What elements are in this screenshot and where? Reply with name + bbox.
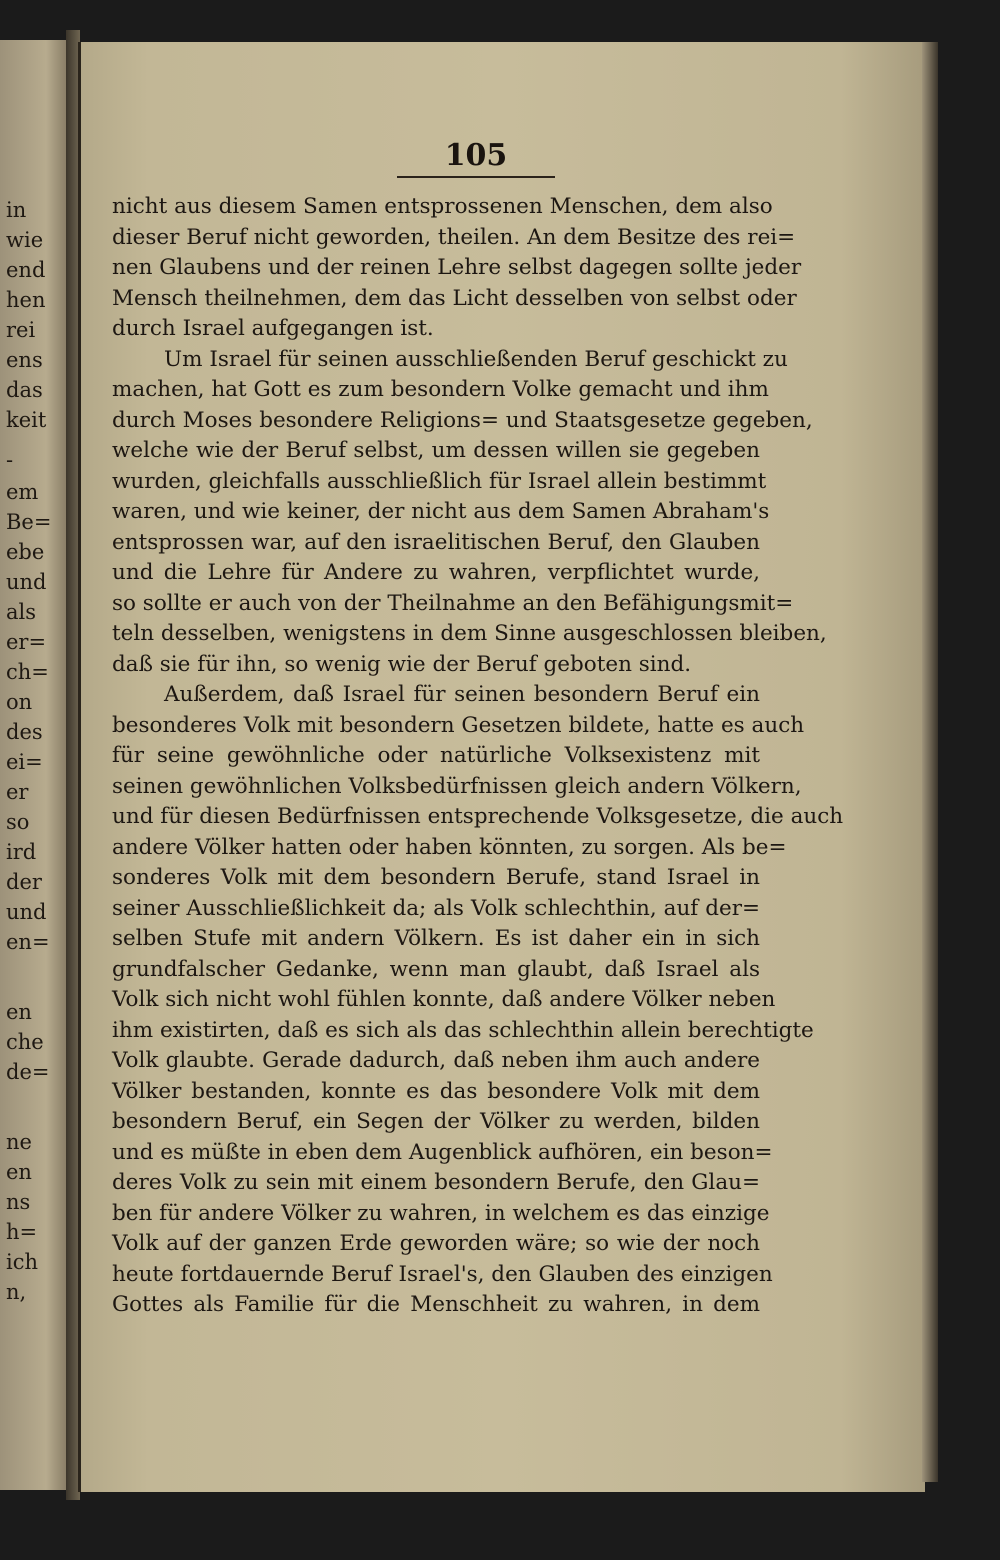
- text-line: Volk auf der ganzen Erde geworden wäre; so wie der noch: [112, 1231, 760, 1256]
- text-line: und für diesen Bedürfnissen entsprechende Volksgesetze, die auch: [112, 804, 844, 829]
- prev-page-fragment: ne: [6, 1130, 32, 1154]
- prev-page-fragment: ens: [6, 348, 43, 372]
- prev-page-fragment: n,: [6, 1280, 27, 1304]
- text-line: entsprossen war, auf den israelitischen Beruf, den Glauben: [112, 529, 760, 555]
- page-number: 105: [444, 138, 508, 173]
- text-line: teln desselben, wenigstens in dem Sinne ausgeschlossen bleiben,: [112, 621, 827, 646]
- text-line: nen Glaubens und der reinen Lehre selbst dagegen sollte jeder: [112, 255, 802, 280]
- prev-page-fragment: en=: [6, 930, 50, 954]
- prev-page-fragment: und: [6, 900, 47, 924]
- prev-page-fragment: das: [6, 378, 43, 402]
- prev-page-fragment: h=: [6, 1220, 38, 1244]
- text-line: machen, hat Gott es zum besondern Volke gemacht und ihm: [112, 377, 769, 402]
- prev-page-fragment: ebe: [6, 540, 45, 564]
- text-line: heute fortdauernde Beruf Israel's, den Glauben des einzigen: [112, 1261, 773, 1287]
- prev-page-fragment: ird: [6, 840, 37, 864]
- text-line: durch Moses besondere Religions= und Staatsgesetze gegeben,: [112, 407, 813, 433]
- prev-page-fragment: ei=: [6, 750, 43, 774]
- prev-page-fragment: ich: [6, 1250, 39, 1274]
- text-line: grundfalscher Gedanke, wenn man glaubt, daß Israel als: [112, 956, 760, 982]
- text-line: daß sie für ihn, so wenig wie der Beruf geboten sind.: [112, 651, 692, 677]
- text-line: und es müßte in eben dem Augenblick aufhören, ein beson=: [112, 1139, 773, 1165]
- prev-page-fragment: en: [6, 1160, 32, 1184]
- text-line: nicht aus diesem Samen entsprossenen Menschen, dem also: [112, 194, 773, 219]
- text-line: welche wie der Beruf selbst, um dessen willen sie gegeben: [112, 438, 760, 463]
- book-page: [78, 42, 925, 1492]
- prev-page-fragment: ch=: [6, 660, 49, 684]
- prev-page-fragment: end: [6, 258, 46, 282]
- text-line: deres Volk zu sein mit einem besondern Berufe, den Glau=: [112, 1170, 760, 1195]
- page-fore-edge: [922, 42, 938, 1482]
- prev-page-fragment: er=: [6, 630, 47, 654]
- text-line: und die Lehre für Andere zu wahren, verpflichtet wurde,: [112, 560, 760, 585]
- body-text: [112, 192, 844, 1321]
- text-line: Mensch theilnehmen, dem das Licht desselben von selbst oder: [112, 285, 797, 311]
- prev-page-fragment: en: [6, 1000, 32, 1024]
- prev-page-fragment: -: [6, 448, 14, 472]
- prev-page-fragment: der: [6, 870, 42, 894]
- prev-page-fragment: und: [6, 570, 47, 594]
- text-line: so sollte er auch von der Theilnahme an den Befähigungsmit=: [112, 590, 794, 616]
- prev-page-fragment: wie: [6, 228, 44, 252]
- prev-page-fragment: che: [6, 1030, 44, 1054]
- text-line: ihm existirten, daß es sich als das schlechthin allein berechtigte: [112, 1017, 814, 1043]
- prev-page-fragment: rei: [6, 318, 36, 342]
- text-line: dieser Beruf nicht geworden, theilen. An dem Besitze des rei=: [112, 224, 796, 250]
- text-line: seinen gewöhnlichen Volksbedürfnissen gleich andern Völkern,: [112, 773, 802, 799]
- text-line: Außerdem, daß Israel für seinen besondern Beruf ein: [164, 682, 760, 707]
- text-line: waren, und wie keiner, der nicht aus dem Samen Abraham's: [112, 499, 770, 524]
- text-line: selben Stufe mit andern Völkern. Es ist daher ein in sich: [112, 926, 760, 951]
- prev-page-fragment: hen: [6, 288, 46, 312]
- prev-page-fragment: em: [6, 480, 39, 504]
- prev-page-fragment: er: [6, 780, 29, 804]
- prev-page-fragment: on: [6, 690, 33, 714]
- text-line: Völker bestanden, konnte es das besondere Volk mit dem: [112, 1078, 760, 1104]
- prev-page-fragment: de=: [6, 1060, 50, 1084]
- text-line: Gottes als Familie für die Menschheit zu wahren, in dem: [112, 1292, 760, 1317]
- text-line: Volk sich nicht wohl fühlen konnte, daß andere Völker neben: [112, 987, 776, 1012]
- header-rule: [397, 176, 555, 178]
- prev-page-fragment: des: [6, 720, 43, 744]
- text-line: durch Israel aufgegangen ist.: [112, 316, 434, 341]
- prev-page-fragment: so: [6, 810, 30, 834]
- prev-page-fragment: ns: [6, 1190, 31, 1214]
- prev-page-fragment: keit: [6, 408, 47, 432]
- prev-page-fragment: in: [6, 198, 27, 222]
- text-line: wurden, gleichfalls ausschließlich für Israel allein bestimmt: [112, 468, 767, 494]
- prev-page-fragment: Be=: [6, 510, 52, 534]
- text-line: andere Völker hatten oder haben könnten, zu sorgen. Als be=: [112, 834, 787, 860]
- text-line: Volk glaubte. Gerade dadurch, daß neben ihm auch andere: [112, 1048, 760, 1073]
- text-line: besonderes Volk mit besondern Gesetzen bildete, hatte es auch: [112, 712, 805, 738]
- prev-page-fragment: als: [6, 600, 37, 624]
- text-line: Um Israel für seinen ausschließenden Beruf geschickt zu: [164, 346, 788, 372]
- text-line: sonderes Volk mit dem besondern Berufe, stand Israel in: [112, 865, 760, 890]
- text-line: besondern Beruf, ein Segen der Völker zu werden, bilden: [112, 1109, 760, 1134]
- previous-page-edge: [0, 40, 66, 1490]
- text-line: für seine gewöhnliche oder natürliche Volksexistenz mit: [112, 743, 760, 768]
- text-line: ben für andere Völker zu wahren, in welchem es das einzige: [112, 1200, 770, 1226]
- text-line: seiner Ausschließlichkeit da; als Volk schlechthin, auf der=: [112, 895, 760, 921]
